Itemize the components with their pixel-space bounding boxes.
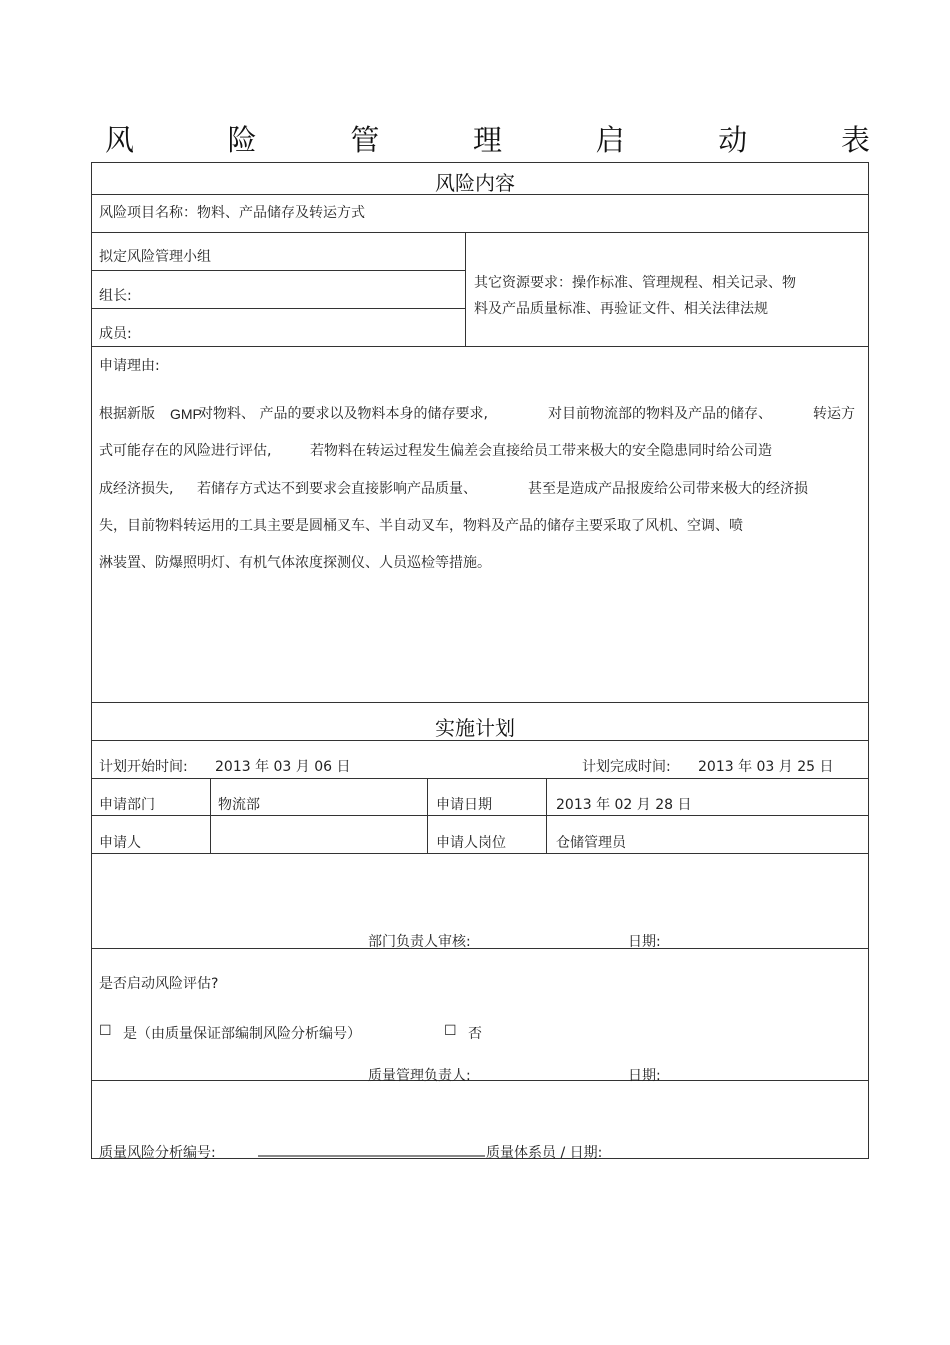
title-char: 动 [718, 123, 748, 157]
page-title [105, 118, 870, 159]
analysis-no-underline [258, 1155, 485, 1157]
title-char: 风 [105, 123, 135, 157]
start-date: 2013 年 03 月 06 日 [215, 759, 351, 775]
analysis-no-label: 质量风险分析编号: [99, 1145, 216, 1161]
title-char: 启 [595, 123, 625, 157]
member-label: 成员: [99, 326, 132, 342]
reason-text: 根据新版 [99, 406, 155, 422]
no-checkbox[interactable]: ☐ [444, 1023, 457, 1039]
title-char: 理 [472, 123, 502, 157]
applicant-label: 申请人 [99, 835, 141, 851]
reason-text: 失，目前物料转运用的工具主要是圆桶叉车、半自动叉车，物料及产品的储存主要采取了风机、空调、喷 [99, 518, 743, 534]
reason-label: 申请理由: [99, 358, 160, 374]
plan-header: 实施计划 [435, 716, 515, 740]
reason-text: 式可能存在的风险进行评估, [99, 443, 272, 459]
dept-review-date-label: 日期: [628, 934, 661, 950]
no-label: 否 [468, 1026, 482, 1042]
end-label: 计划完成时间: [582, 759, 671, 775]
apply-date-label: 申请日期 [436, 797, 492, 813]
dept-label: 申请部门 [99, 797, 155, 813]
title-char: 表 [840, 123, 870, 157]
reason-text: GMP [170, 406, 202, 422]
system-staff-label: 质量体系员 / 日期: [486, 1145, 603, 1161]
start-label: 计划开始时间: [99, 759, 188, 775]
yes-label: 是（由质量保证部编制风险分析编号） [123, 1026, 361, 1042]
position-label: 申请人岗位 [436, 835, 506, 851]
apply-date-value: 2013 年 02 月 28 日 [556, 797, 692, 813]
dept-value: 物流部 [218, 797, 260, 813]
resources-line-2: 料及产品质量标准、再验证文件、相关法律法规 [474, 301, 768, 317]
yes-checkbox[interactable]: ☐ [99, 1023, 112, 1039]
title-char: 险 [227, 123, 257, 157]
project-name: 风险项目名称：物料、产品储存及转运方式 [99, 205, 365, 221]
title-char: 管 [350, 123, 380, 157]
assessment-question: 是否启动风险评估? [99, 976, 219, 992]
dept-review-label: 部门负责人审核: [368, 934, 471, 950]
end-date: 2013 年 03 月 25 日 [698, 759, 834, 775]
risk-content-header: 风险内容 [435, 171, 515, 195]
reason-text: 甚至是造成产品报废给公司带来极大的经济损 [528, 481, 808, 497]
reason-text: 若物料在转运过程发生偏差会直接给员工带来极大的安全隐患同时给公司造 [310, 443, 772, 459]
reason-text: 成经济损失, [99, 481, 174, 497]
resources-line-1: 其它资源要求：操作标准、管理规程、相关记录、物 [474, 275, 796, 291]
reason-text: 对物料、 产品的要求以及物料本身的储存要求, [199, 406, 488, 422]
reason-text: 若储存方式达不到要求会直接影响产品质量、 [197, 481, 477, 497]
quality-head-label: 质量管理负责人: [368, 1068, 471, 1084]
reason-text: 转运方 [813, 406, 855, 422]
quality-head-date-label: 日期: [628, 1068, 661, 1084]
position-value: 仓储管理员 [556, 835, 626, 851]
leader-label: 组长: [99, 288, 132, 304]
reason-text: 淋装置、防爆照明灯、有机气体浓度探测仪、人员巡检等措施。 [99, 555, 491, 571]
team-label: 拟定风险管理小组 [99, 249, 211, 265]
reason-text: 对目前物流部的物料及产品的储存、 [548, 406, 772, 422]
